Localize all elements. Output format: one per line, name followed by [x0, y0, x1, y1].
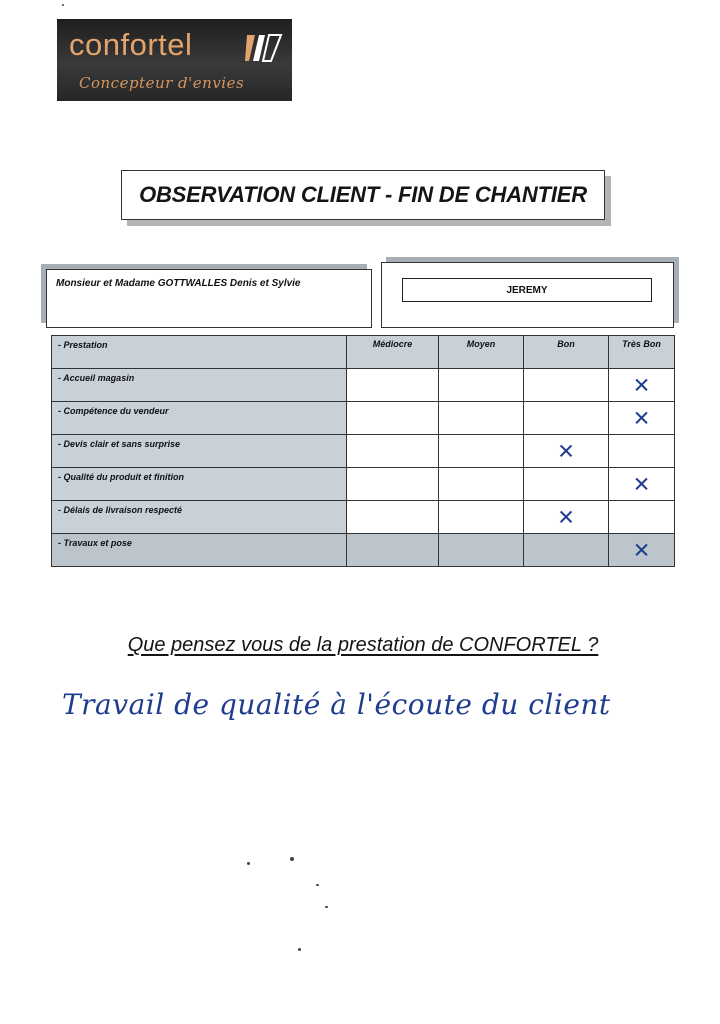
header-tres-bon: Très Bon — [609, 336, 675, 369]
client-name-box — [46, 269, 372, 328]
rating-cell[interactable] — [439, 435, 524, 468]
logo-tagline: Concepteur d'envies — [79, 74, 245, 92]
rating-cell[interactable] — [347, 468, 439, 501]
rating-cell[interactable] — [609, 402, 675, 435]
scan-speck — [316, 884, 319, 886]
logo-brand: confortel — [69, 27, 193, 62]
rating-row — [52, 501, 675, 534]
rating-cell[interactable] — [347, 534, 439, 567]
rating-cell[interactable] — [524, 369, 609, 402]
rating-cell[interactable] — [524, 435, 609, 468]
check-mark-icon: ✕ — [632, 472, 651, 497]
rating-table — [51, 335, 675, 567]
seller-name: JEREMY — [402, 278, 652, 302]
scan-speck — [298, 948, 301, 951]
rating-cell[interactable] — [439, 402, 524, 435]
scan-speck — [247, 862, 250, 865]
rating-cell[interactable] — [347, 501, 439, 534]
logo-slash-bars-icon — [245, 33, 283, 63]
question-heading: Que pensez vous de la prestation de CONFORTEL ? — [127, 634, 599, 656]
confortel-logo — [57, 19, 292, 101]
rating-row — [52, 534, 675, 567]
check-mark-icon: ✕ — [632, 538, 651, 563]
check-mark-icon: ✕ — [557, 505, 575, 530]
rating-cell[interactable] — [609, 435, 675, 468]
rating-cell[interactable] — [609, 369, 675, 402]
rating-row — [52, 468, 675, 501]
rating-cell[interactable] — [609, 468, 675, 501]
seller-box — [381, 262, 674, 328]
rating-row — [52, 435, 675, 468]
check-mark-icon: ✕ — [632, 373, 651, 398]
rating-cell[interactable] — [609, 501, 675, 534]
rating-row-label: - Travaux et pose — [52, 534, 347, 567]
rating-row-label: - Devis clair et sans surprise — [52, 435, 347, 468]
rating-cell[interactable] — [524, 402, 609, 435]
scan-speck — [325, 906, 328, 908]
scan-speck — [62, 4, 64, 6]
form-title: OBSERVATION CLIENT - FIN DE CHANTIER — [139, 182, 587, 207]
rating-row — [52, 402, 675, 435]
header-bon: Bon — [524, 336, 609, 369]
header-moyen: Moyen — [439, 336, 524, 369]
rating-cell[interactable] — [609, 534, 675, 567]
rating-cell[interactable] — [524, 468, 609, 501]
rating-cell[interactable] — [347, 435, 439, 468]
check-mark-icon: ✕ — [632, 406, 651, 431]
rating-row-label: - Accueil magasin — [52, 369, 347, 402]
client-name: Monsieur et Madame GOTTWALLES Denis et Sylvie — [56, 278, 301, 289]
rating-row — [52, 369, 675, 402]
handwritten-answer: Travail de qualité à l'écoute du client — [62, 688, 611, 721]
header-prestation: - Prestation — [52, 336, 347, 369]
rating-cell[interactable] — [524, 534, 609, 567]
rating-row-label: - Qualité du produit et finition — [52, 468, 347, 501]
rating-row-label: - Délais de livraison respecté — [52, 501, 347, 534]
rating-row-label: - Compétence du vendeur — [52, 402, 347, 435]
rating-cell[interactable] — [439, 501, 524, 534]
rating-table-header — [52, 336, 675, 369]
form-title-box — [121, 170, 605, 220]
rating-cell[interactable] — [439, 369, 524, 402]
scan-speck — [290, 857, 294, 861]
check-mark-icon: ✕ — [557, 439, 575, 464]
header-mediocre: Médiocre — [347, 336, 439, 369]
rating-cell[interactable] — [439, 468, 524, 501]
rating-cell[interactable] — [439, 534, 524, 567]
rating-cell[interactable] — [524, 501, 609, 534]
rating-cell[interactable] — [347, 402, 439, 435]
rating-cell[interactable] — [347, 369, 439, 402]
